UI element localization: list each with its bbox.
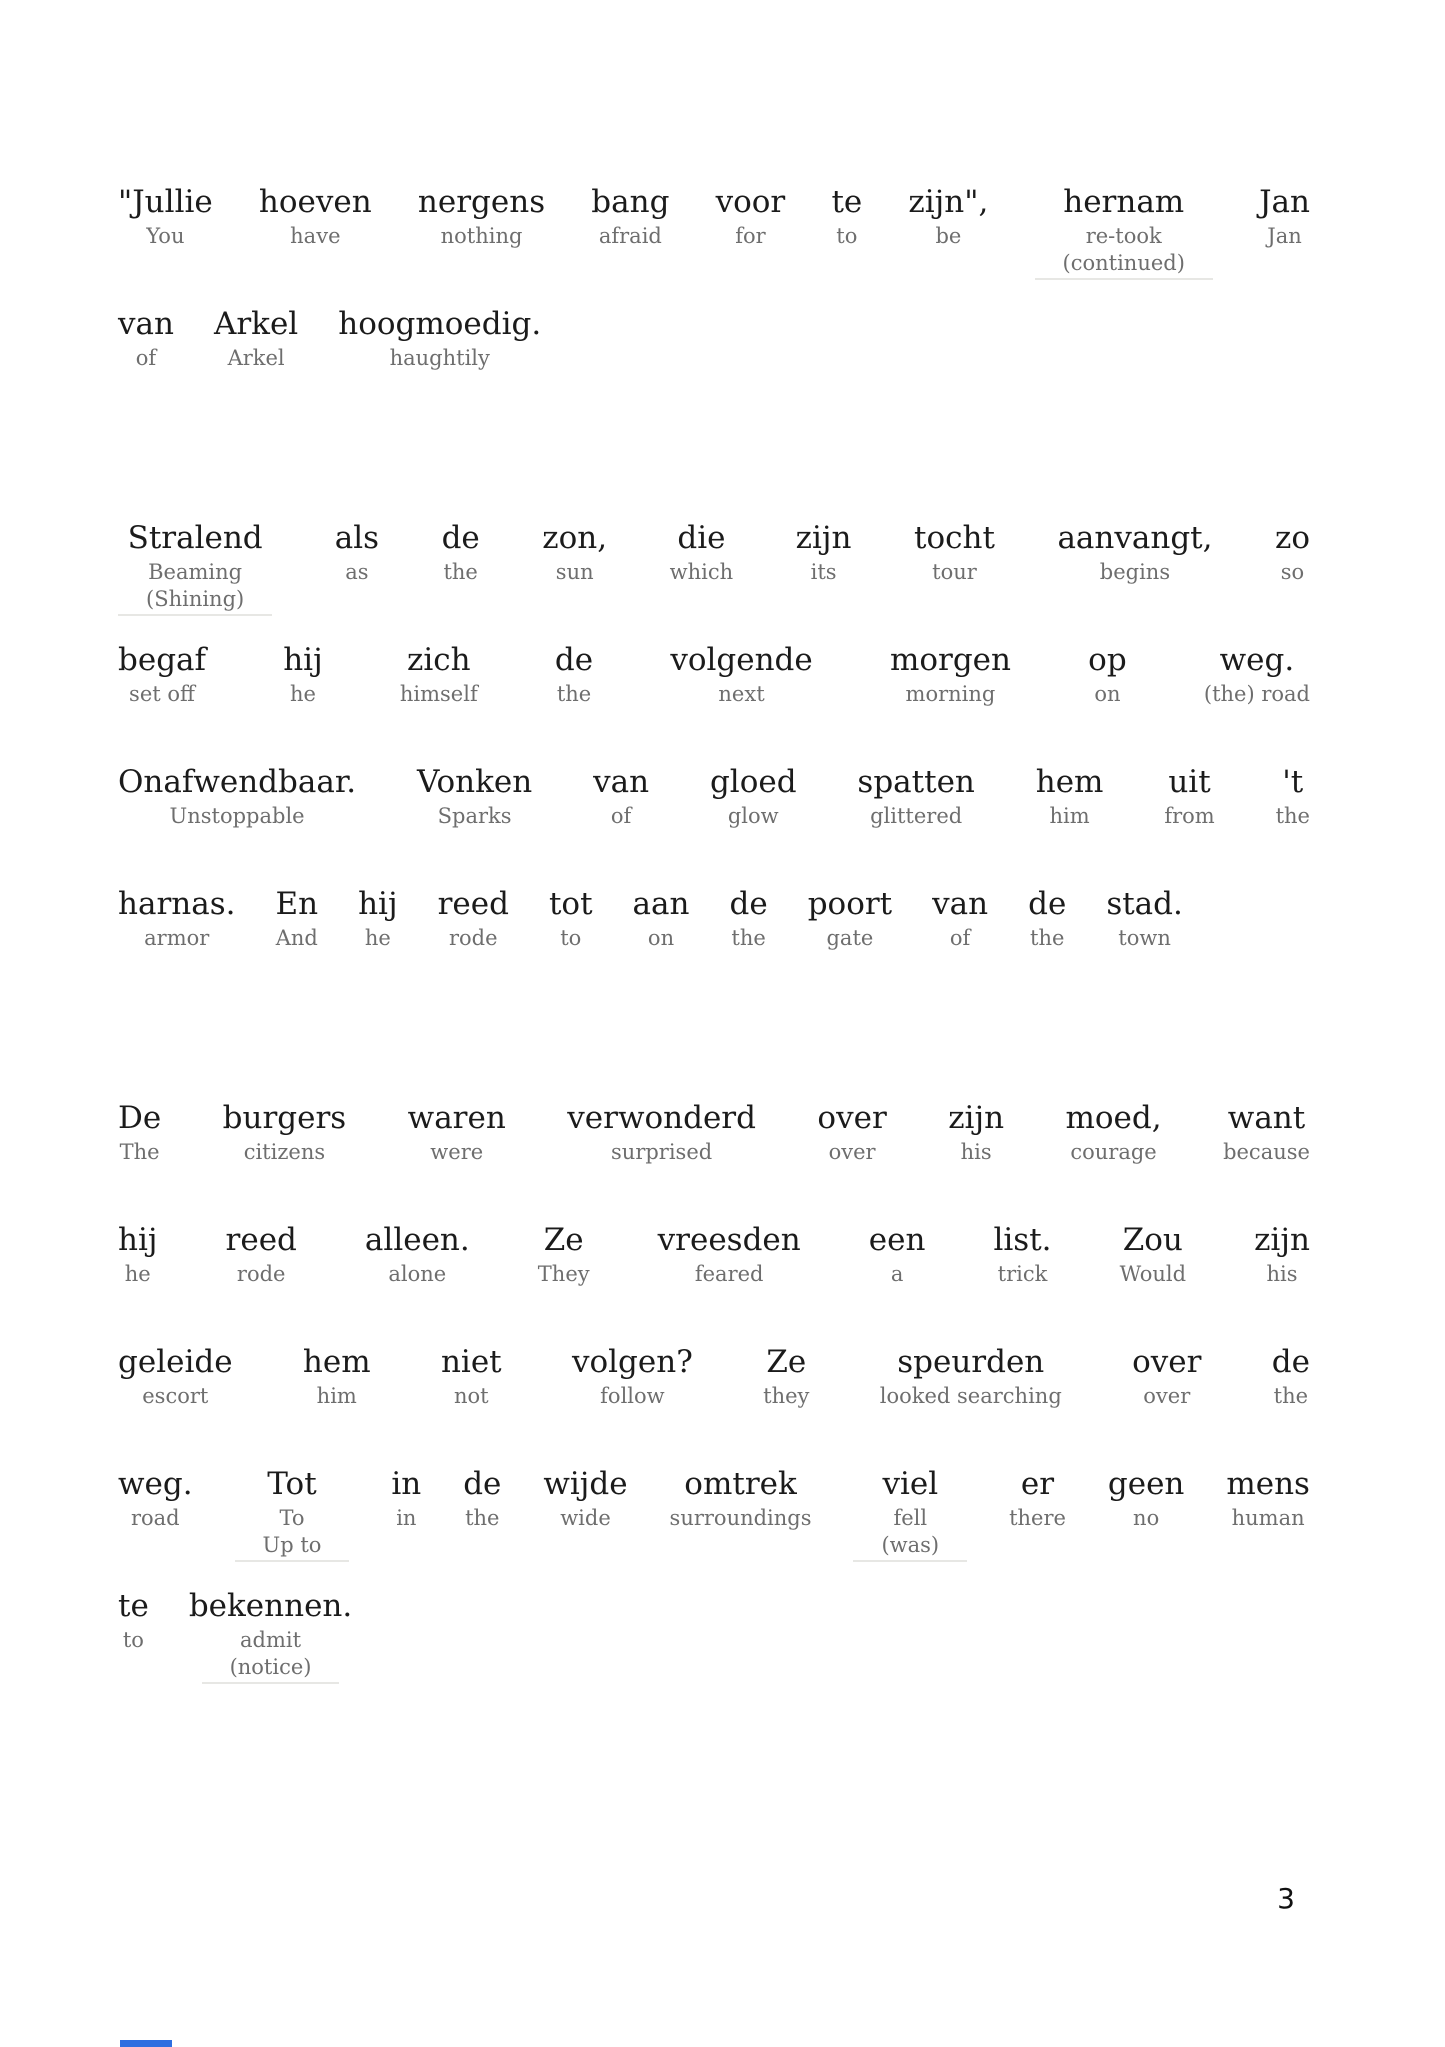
word-unit	[1088, 641, 1127, 708]
english-gloss-alt: (Shining)	[118, 586, 272, 616]
dutch-word: speurden	[897, 1344, 1045, 1380]
dutch-word: hij	[118, 1222, 158, 1258]
english-gloss: the	[1030, 926, 1065, 950]
dutch-word: de	[729, 886, 768, 922]
dutch-word: in	[391, 1466, 422, 1502]
dutch-word: zijn",	[908, 184, 989, 220]
english-gloss: over	[1143, 1384, 1191, 1408]
dutch-word: reed	[225, 1222, 297, 1258]
english-gloss: To	[279, 1506, 305, 1530]
english-gloss: follow	[600, 1384, 665, 1408]
paragraph	[118, 183, 1310, 427]
english-gloss: have	[290, 224, 341, 248]
english-gloss: the	[556, 682, 592, 706]
dutch-word: list.	[993, 1222, 1052, 1258]
english-gloss: set off	[129, 682, 195, 706]
interlinear-line	[118, 1099, 1310, 1221]
word-unit	[118, 641, 206, 708]
dutch-word: hem	[302, 1344, 371, 1380]
dutch-word: uit	[1168, 764, 1211, 800]
word-unit	[1164, 763, 1214, 830]
english-gloss: looked searching	[879, 1384, 1062, 1408]
english-gloss: were	[430, 1140, 484, 1164]
dutch-word: bekennen.	[188, 1588, 353, 1624]
word-unit	[235, 1465, 350, 1562]
dutch-word: van	[118, 306, 174, 342]
dutch-word: de	[1271, 1344, 1310, 1380]
english-gloss: human	[1231, 1506, 1305, 1530]
dutch-word: als	[334, 520, 380, 556]
dutch-word: hem	[1035, 764, 1104, 800]
interlinear-line	[118, 1221, 1310, 1343]
word-unit	[572, 1343, 693, 1410]
english-gloss: not	[453, 1384, 489, 1408]
word-unit	[275, 885, 318, 952]
dutch-word: weg.	[118, 1466, 193, 1502]
english-gloss: on	[647, 926, 675, 950]
english-gloss: wide	[560, 1506, 611, 1530]
interlinear-line	[118, 885, 1310, 1007]
english-gloss: haughtily	[389, 346, 490, 370]
word-unit	[400, 641, 478, 708]
english-gloss: so	[1280, 560, 1305, 584]
word-unit	[1223, 1099, 1310, 1166]
english-gloss: alone	[388, 1262, 447, 1286]
word-unit	[817, 1099, 886, 1166]
dutch-word: want	[1227, 1100, 1306, 1136]
word-unit	[1106, 885, 1183, 952]
english-gloss: him	[1049, 804, 1090, 828]
dutch-word: bang	[591, 184, 670, 220]
word-unit	[633, 885, 690, 952]
interlinear-line	[118, 1465, 1310, 1587]
dutch-word: 't	[1282, 764, 1304, 800]
word-unit	[335, 519, 379, 586]
english-gloss: the	[465, 1506, 500, 1530]
dutch-word: Tot	[267, 1466, 317, 1502]
dutch-word: er	[1020, 1466, 1055, 1502]
word-unit	[591, 183, 669, 250]
dutch-word: van	[593, 764, 650, 800]
word-unit	[1066, 1099, 1162, 1166]
english-gloss: surprised	[611, 1140, 713, 1164]
dutch-word: mens	[1226, 1466, 1310, 1502]
english-gloss-alt: (was)	[853, 1532, 967, 1562]
dutch-word: zo	[1275, 520, 1310, 556]
interlinear-line	[118, 641, 1310, 763]
word-unit	[729, 885, 767, 952]
word-unit	[1204, 641, 1310, 708]
dutch-word: alleen.	[364, 1222, 470, 1258]
dutch-word: omtrek	[684, 1466, 797, 1502]
english-gloss: Unstoppable	[169, 804, 305, 828]
word-unit	[118, 183, 213, 250]
english-gloss: Arkel	[227, 346, 285, 370]
dutch-word: te	[831, 184, 863, 220]
english-gloss: morning	[905, 682, 996, 706]
word-unit	[118, 1587, 149, 1654]
page-number: 3	[1277, 1882, 1295, 1915]
word-unit	[542, 519, 607, 586]
dutch-word: vreesden	[657, 1222, 801, 1258]
dutch-word: tocht	[914, 520, 995, 556]
word-unit	[417, 763, 532, 830]
english-gloss: glittered	[870, 804, 963, 828]
word-unit	[1272, 1343, 1310, 1410]
word-unit	[118, 519, 272, 616]
english-gloss: Would	[1119, 1262, 1187, 1286]
english-gloss: glow	[727, 804, 779, 828]
english-gloss: tour	[932, 560, 977, 584]
english-gloss: rode	[448, 926, 498, 950]
english-gloss: himself	[399, 682, 478, 706]
word-unit	[670, 519, 734, 586]
english-gloss: Sparks	[437, 804, 512, 828]
interlinear-line	[118, 763, 1310, 885]
word-unit	[593, 763, 649, 830]
english-gloss: admit	[240, 1628, 302, 1652]
english-gloss: They	[537, 1262, 590, 1286]
dutch-word: Onafwendbaar.	[118, 764, 357, 800]
word-unit	[914, 519, 995, 586]
dutch-word: hij	[358, 886, 398, 922]
interlinear-line	[118, 305, 1310, 427]
dutch-word: Vonken	[416, 764, 533, 800]
english-gloss: surroundings	[669, 1506, 812, 1530]
word-unit	[283, 641, 323, 708]
dutch-word: nergens	[417, 184, 546, 220]
dutch-word: tot	[548, 886, 593, 922]
word-unit	[869, 1221, 926, 1288]
interlinear-line	[118, 1343, 1310, 1465]
english-gloss: next	[718, 682, 765, 706]
english-gloss: rode	[236, 1262, 286, 1286]
word-unit	[463, 1465, 501, 1532]
english-gloss: which	[669, 560, 734, 584]
word-unit	[948, 1099, 1004, 1166]
dutch-word: de	[463, 1466, 502, 1502]
word-unit	[670, 641, 812, 708]
paragraph	[118, 519, 1310, 1007]
dutch-word: Zou	[1122, 1222, 1183, 1258]
paragraph	[118, 1099, 1310, 1709]
dutch-word: die	[677, 520, 726, 556]
dutch-word: zich	[407, 642, 471, 678]
word-unit	[303, 1343, 371, 1410]
word-unit	[1132, 1343, 1201, 1410]
word-unit	[658, 1221, 801, 1288]
word-unit	[1036, 763, 1104, 830]
dutch-word: volgende	[670, 642, 813, 678]
dutch-word: Ze	[766, 1344, 807, 1380]
english-gloss: You	[146, 224, 185, 248]
english-gloss: citizens	[243, 1140, 326, 1164]
english-gloss: be	[935, 224, 962, 248]
english-gloss: the	[731, 926, 766, 950]
interlinear-line	[118, 1587, 1310, 1709]
english-gloss: re-took	[1085, 224, 1162, 248]
dutch-word: geleide	[118, 1344, 233, 1380]
english-gloss: sun	[555, 560, 594, 584]
english-gloss: its	[810, 560, 837, 584]
word-unit	[908, 183, 988, 250]
word-unit	[716, 183, 786, 250]
dutch-word: "Jullie	[118, 184, 213, 220]
english-gloss: he	[364, 926, 391, 950]
dutch-word: over	[817, 1100, 887, 1136]
word-unit	[223, 1099, 347, 1166]
english-gloss: a	[890, 1262, 904, 1286]
dutch-word: aanvangt,	[1057, 520, 1213, 556]
dutch-word: gloed	[709, 764, 797, 800]
english-gloss: nothing	[440, 224, 523, 248]
word-unit	[710, 763, 797, 830]
dutch-word: hij	[283, 642, 323, 678]
english-gloss: there	[1009, 1506, 1066, 1530]
word-unit	[853, 1465, 967, 1562]
word-unit	[438, 885, 509, 952]
word-unit	[1276, 763, 1310, 830]
english-gloss: to	[560, 926, 582, 950]
english-gloss: escort	[142, 1384, 209, 1408]
word-unit	[441, 1343, 502, 1410]
english-gloss: feared	[694, 1262, 764, 1286]
english-gloss: the	[1273, 1384, 1309, 1408]
english-gloss: to	[122, 1628, 144, 1652]
dutch-word: Stralend	[127, 520, 263, 556]
dutch-word: voor	[715, 184, 786, 220]
word-unit	[338, 305, 541, 372]
english-gloss: to	[836, 224, 858, 248]
dutch-word: viel	[882, 1466, 939, 1502]
dutch-word: zijn	[1254, 1222, 1310, 1258]
english-gloss: The	[119, 1140, 160, 1164]
dutch-word: wijde	[543, 1466, 628, 1502]
english-gloss-alt: (continued)	[1035, 250, 1213, 280]
dutch-word: De	[118, 1100, 162, 1136]
english-gloss: as	[345, 560, 369, 584]
english-gloss: fell	[893, 1506, 928, 1530]
word-unit	[831, 183, 862, 250]
word-unit	[118, 1099, 161, 1166]
dutch-word: hoogmoedig.	[338, 306, 542, 342]
word-unit	[442, 519, 480, 586]
dutch-word: volgen?	[571, 1344, 693, 1380]
english-gloss: on	[1094, 682, 1121, 706]
word-unit	[214, 305, 298, 372]
word-unit	[808, 885, 892, 952]
word-unit	[1254, 1221, 1310, 1288]
word-unit	[543, 1465, 627, 1532]
english-gloss: (the) road	[1203, 682, 1310, 706]
dutch-word: verwonderd	[567, 1100, 756, 1136]
word-unit	[880, 1343, 1062, 1410]
word-unit	[890, 641, 1011, 708]
word-unit	[1108, 1465, 1185, 1532]
english-gloss: his	[1266, 1262, 1298, 1286]
word-unit	[993, 1221, 1051, 1288]
dutch-word: Ze	[543, 1222, 584, 1258]
dutch-word: van	[932, 886, 989, 922]
english-gloss: for	[735, 224, 766, 248]
word-unit	[189, 1587, 352, 1684]
english-gloss: he	[124, 1262, 151, 1286]
word-unit	[118, 1465, 193, 1532]
word-unit	[763, 1343, 809, 1410]
word-unit	[567, 1099, 756, 1166]
word-unit	[1057, 519, 1212, 586]
english-gloss: over	[828, 1140, 876, 1164]
bottom-blue-marker	[120, 2040, 172, 2047]
english-gloss: Beaming	[148, 560, 243, 584]
english-gloss: afraid	[598, 224, 662, 248]
dutch-word: harnas.	[118, 886, 236, 922]
dutch-word: op	[1088, 642, 1127, 678]
dutch-word: stad.	[1106, 886, 1183, 922]
word-unit	[857, 763, 974, 830]
dutch-word: reed	[437, 886, 509, 922]
english-gloss: the	[1275, 804, 1310, 828]
word-unit	[365, 1221, 470, 1288]
word-unit	[538, 1221, 590, 1288]
dutch-word: de	[1028, 886, 1067, 922]
word-unit	[549, 885, 593, 952]
dutch-word: niet	[440, 1344, 502, 1380]
word-unit	[1226, 1465, 1310, 1532]
english-gloss: armor	[144, 926, 210, 950]
dutch-word: morgen	[889, 642, 1011, 678]
english-gloss: road	[130, 1506, 180, 1530]
english-gloss: no	[1133, 1506, 1160, 1530]
dutch-word: burgers	[222, 1100, 347, 1136]
dutch-word: de	[441, 520, 480, 556]
dutch-word: te	[118, 1588, 149, 1624]
dutch-word: hoeven	[258, 184, 372, 220]
english-gloss: because	[1223, 1140, 1310, 1164]
english-gloss: of	[610, 804, 632, 828]
word-unit	[391, 1465, 421, 1532]
dutch-word: Jan	[1259, 184, 1310, 220]
word-unit	[1259, 183, 1310, 250]
word-unit	[259, 183, 372, 250]
word-unit	[1035, 183, 1213, 280]
english-gloss-alt: (notice)	[202, 1654, 340, 1684]
english-gloss: he	[289, 682, 316, 706]
dutch-word: moed,	[1065, 1100, 1162, 1136]
word-unit	[932, 885, 988, 952]
dutch-word: zijn	[948, 1100, 1005, 1136]
word-unit	[118, 1221, 158, 1288]
dutch-word: geen	[1107, 1466, 1185, 1502]
english-gloss: Jan	[1267, 224, 1302, 248]
english-gloss: town	[1118, 926, 1171, 950]
word-unit	[670, 1465, 812, 1532]
dutch-word: En	[275, 886, 319, 922]
word-unit	[358, 885, 398, 952]
word-unit	[1120, 1221, 1187, 1288]
word-unit	[1028, 885, 1066, 952]
english-gloss: of	[135, 346, 157, 370]
word-unit	[418, 183, 545, 250]
english-gloss: And	[275, 926, 318, 950]
dutch-word: Arkel	[213, 306, 299, 342]
english-gloss: trick	[997, 1262, 1048, 1286]
word-unit	[555, 641, 593, 708]
dutch-word: spatten	[857, 764, 975, 800]
word-unit	[118, 763, 356, 830]
dutch-word: een	[868, 1222, 926, 1258]
dutch-word: weg.	[1219, 642, 1295, 678]
dutch-word: poort	[807, 886, 893, 922]
english-gloss: begins	[1099, 560, 1171, 584]
english-gloss: his	[960, 1140, 992, 1164]
interlinear-line	[118, 183, 1310, 305]
english-gloss-alt: Up to	[235, 1532, 350, 1562]
dutch-word: de	[554, 642, 594, 678]
english-gloss: courage	[1070, 1140, 1157, 1164]
word-unit	[408, 1099, 506, 1166]
word-unit	[118, 885, 235, 952]
dutch-word: begaf	[118, 642, 206, 678]
text-body	[118, 183, 1310, 1709]
english-gloss: of	[949, 926, 971, 950]
dutch-word: aan	[632, 886, 690, 922]
dutch-word: hernam	[1063, 184, 1185, 220]
word-unit	[796, 519, 852, 586]
english-gloss: him	[316, 1384, 357, 1408]
english-gloss: gate	[826, 926, 874, 950]
word-unit	[226, 1221, 297, 1288]
english-gloss: they	[763, 1384, 810, 1408]
dutch-word: waren	[407, 1100, 506, 1136]
dutch-word: zijn	[795, 520, 852, 556]
dutch-word: zon,	[542, 520, 608, 556]
word-unit	[118, 1343, 233, 1410]
english-gloss: in	[396, 1506, 417, 1530]
word-unit	[1009, 1465, 1066, 1532]
word-unit	[118, 305, 174, 372]
dutch-word: over	[1132, 1344, 1202, 1380]
english-gloss: the	[443, 560, 478, 584]
english-gloss: from	[1164, 804, 1215, 828]
interlinear-line	[118, 519, 1310, 641]
word-unit	[1275, 519, 1310, 586]
